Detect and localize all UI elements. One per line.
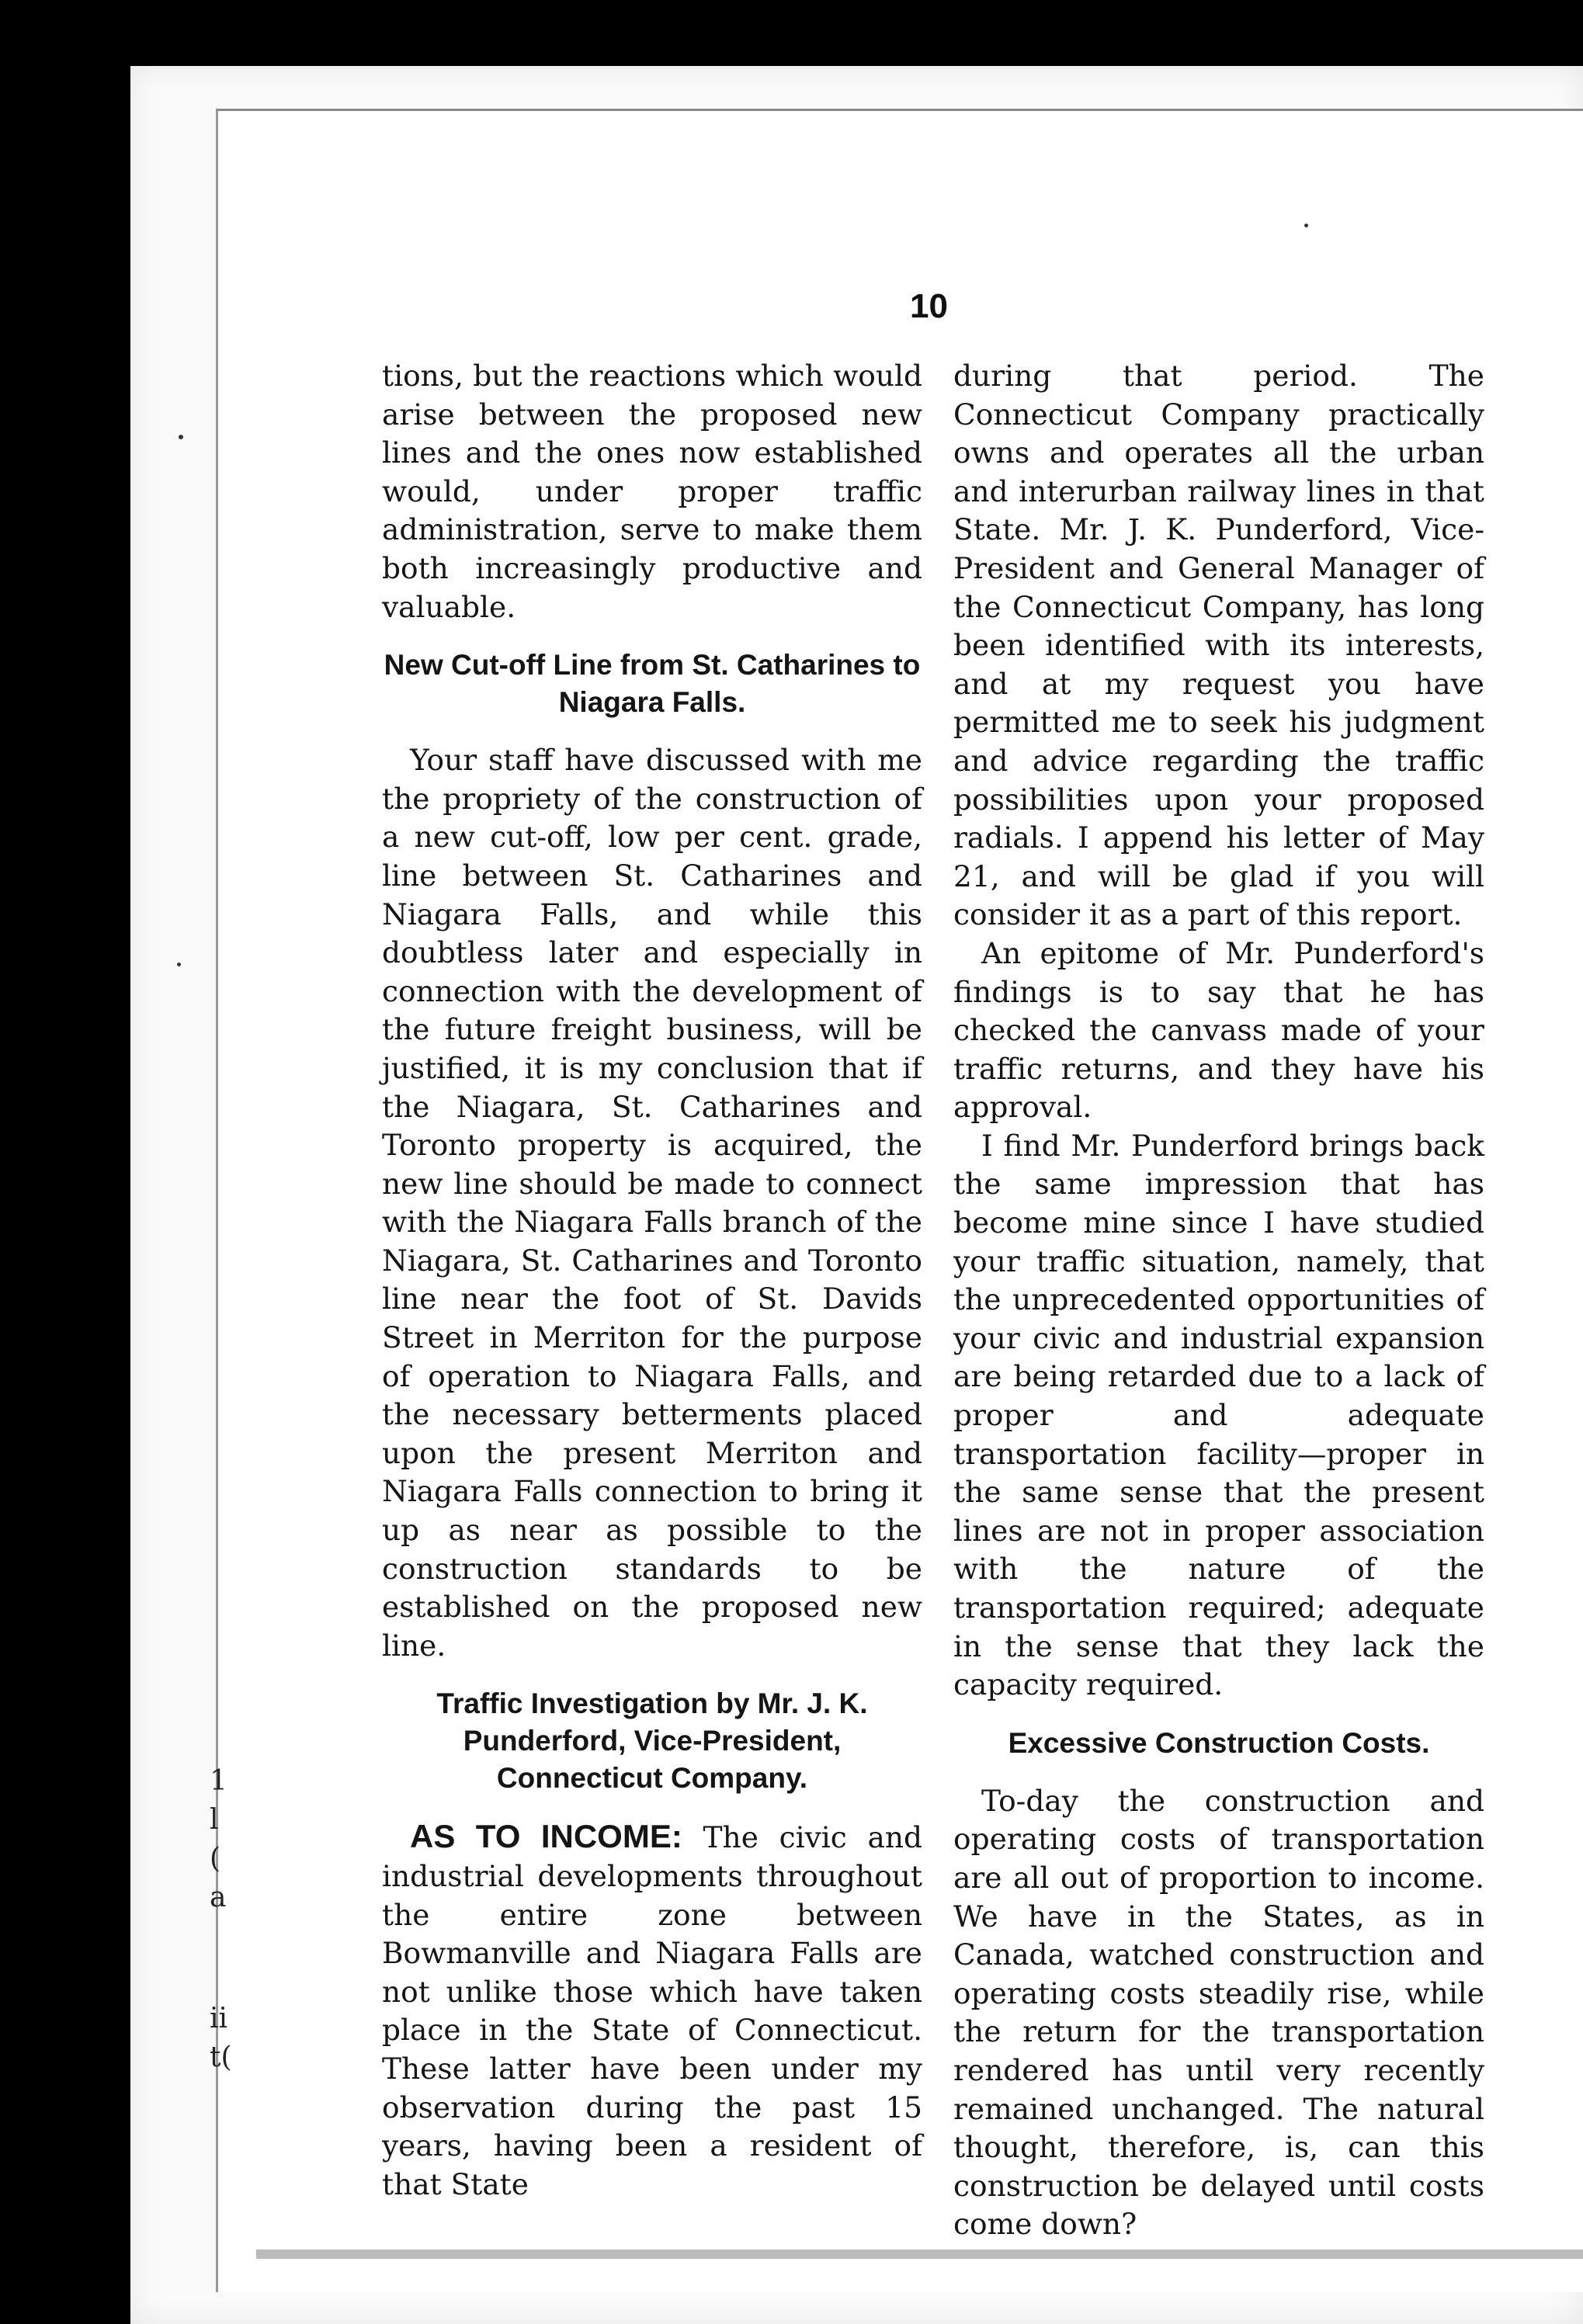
margin-fragment: t(	[210, 2041, 232, 2073]
paragraph: during that period. The Connecticut Company practically owns and operates all the urban and interurban railway lines in that State. Mr. J. K. Punderford, Vice-President and General Manager of the Connecticut Company, has long been identified with its interests, and at my request you have permitted me to seek his judgment and advice regarding the traffic possibilities upon your proposed radials. I append his letter of May 21, and will be glad if you will consider it as a part of this report.	[953, 359, 1484, 932]
paragraph: I find Mr. Punderford brings back the same impression that has become mine since I have studied your traffic situation, namely, that the unprecedented opportunities of your civic and industrial expansion are being retarded due to a lack of proper and adequate transportation facility—proper in the same sense that the present lines are not in proper association with the nature of the transportation required; adequate in the sense that they lack the capacity required.	[953, 1128, 1484, 1702]
speck	[177, 963, 181, 966]
page-number: 10	[910, 287, 948, 325]
margin-fragment: (	[210, 1843, 221, 1875]
lead-in-label: AS TO INCOME:	[410, 1818, 682, 1855]
section-heading: Excessive Construction Costs.	[1008, 1726, 1430, 1759]
page-edge-shadow	[256, 2249, 1583, 2259]
paragraph: An epitome of Mr. Punderford's findings is to say that he has checked the canvass made of your traffic returns, and they have his approval.	[953, 935, 1484, 1125]
speck	[179, 435, 183, 439]
left-column	[382, 357, 922, 2204]
section-heading: New Cut-off Line from St. Catharines to Niagara Falls.	[384, 649, 921, 719]
paragraph: Your staff have discussed with me the propriety of the construction of a new cut-off, low per cent. grade, line between St. Catharines and Niagara Falls, and while this doubtless later and especially in connection with the development of the future freight business, will be justified, it is my conclusion that if the Niagara, St. Catharines and Toronto property is acquired, the new line should be made to connect with the Niagara Falls branch of the Niagara, St. Catharines and Toronto line near the foot of St. Davids Street in Merriton for the purpose of operation to Niagara Falls, and the necessary betterments placed upon the present Merriton and Niagara Falls connection to bring it up as near as possible to the construction standards to be established on the proposed new line.	[382, 743, 922, 1663]
paragraph	[382, 1817, 922, 2204]
margin-fragment: a	[210, 1882, 227, 1913]
right-column	[953, 357, 1484, 2244]
paragraph: tions, but the reactions which would arise between the proposed new lines and the ones now established would, under proper traffic administration, serve to make them both increasingly productive and valuable.	[382, 359, 922, 624]
paragraph: To-day the construction and operating costs of transportation are all out of proportion to income. We have in the States, as in Canada, watched construction and operating costs steadily rise, while the return for the transportation rendered has until very recently remained unchanged. The natural thought, therefore, is, can this construction be delayed until costs come down?	[953, 1783, 1484, 2242]
paragraph-text: The civic and industrial developments throughout the entire zone between Bowmanville and Niagara Falls are not unlike those which have taken place in the State of Connecticut. These latter have been under my observation during the past 15 years, having been a resident of that State	[382, 1820, 923, 2201]
margin-fragment: l	[210, 1804, 219, 1836]
section-heading: Traffic Investigation by Mr. J. K. Punderford, Vice-President, Connecticut Company.	[436, 1688, 868, 1795]
margin-fragment: 1	[210, 1765, 227, 1797]
speck	[1304, 224, 1308, 227]
margin-fragment: ii	[210, 2003, 228, 2034]
